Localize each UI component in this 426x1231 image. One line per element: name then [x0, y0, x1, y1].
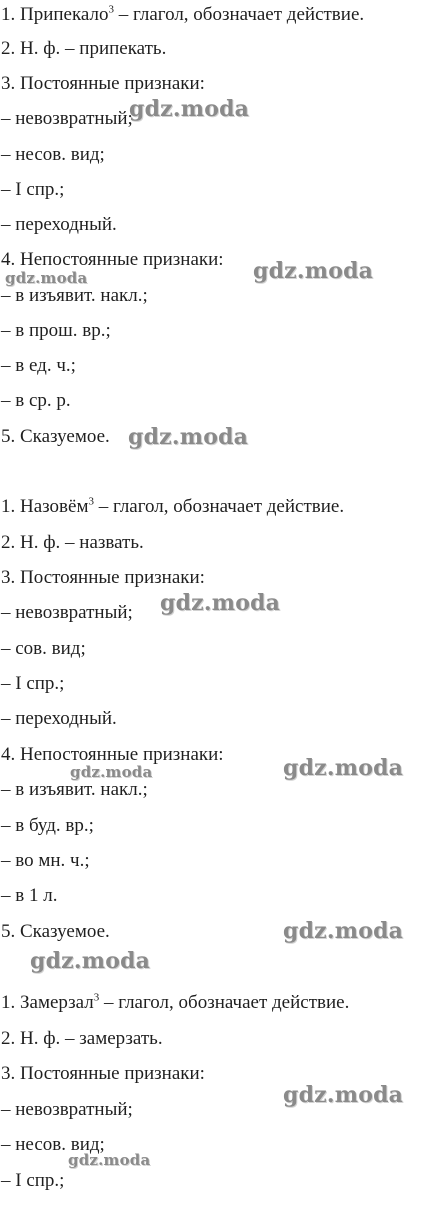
block3-line-4: – невозвратный; — [1, 1099, 133, 1120]
block1-line-9: – в изъявит. накл.; — [1, 285, 148, 306]
watermark: gdz.moda — [70, 763, 153, 781]
block2-line-6: – I спр.; — [1, 673, 65, 694]
watermark: gdz.moda — [253, 258, 374, 284]
block1-line-4: – невозвратный; — [1, 108, 133, 129]
block1-line-2: 2. Н. ф. – припекать. — [1, 38, 167, 59]
block1-line-1: 1. Припекало$^3$ – глагол, обозначает действие. — [1, 3, 365, 25]
watermark: gdz.moda — [283, 755, 404, 781]
block1-line-10: – в прош. вр.; — [1, 320, 111, 341]
watermark: gdz.moda — [283, 918, 404, 944]
block3-line-3: 3. Постоянные признаки: — [1, 1063, 205, 1084]
watermark: gdz.moda — [30, 948, 151, 974]
block2-line-2: 2. Н. ф. – назвать. — [1, 532, 144, 553]
block1-line-5: – несов. вид; — [1, 144, 105, 165]
block3-line-6: – I спр.; — [1, 1170, 65, 1191]
watermark: gdz.moda — [283, 1082, 404, 1108]
block2-line-10: – в буд. вр.; — [1, 815, 94, 836]
watermark: gdz.moda — [68, 1151, 151, 1169]
block1-line-11: – в ед. ч.; — [1, 355, 76, 376]
block3-line-2: 2. Н. ф. – замерзать. — [1, 1028, 163, 1049]
block2-line-12: – в 1 л. — [1, 885, 58, 906]
block3-line-1: 1. Замерзал$^3$ – глагол, обозначает действие. — [1, 991, 350, 1013]
block1-line-8: 4. Непостоянные признаки: — [1, 249, 224, 270]
block3-line-5: – несов. вид; — [1, 1134, 105, 1155]
block2-line-3: 3. Постоянные признаки: — [1, 567, 205, 588]
block2-line-13: 5. Сказуемое. — [1, 921, 110, 942]
block2-line-1: 1. Назовём$^3$ – глагол, обозначает действие. — [1, 495, 345, 517]
block1-line-7: – переходный. — [1, 214, 117, 235]
block2-line-5: – сов. вид; — [1, 638, 86, 659]
watermark: gdz.moda — [128, 424, 249, 450]
block1-line-13: 5. Сказуемое. — [1, 426, 110, 447]
watermark: gdz.moda — [129, 96, 250, 122]
watermark: gdz.moda — [5, 269, 88, 287]
block2-line-7: – переходный. — [1, 708, 117, 729]
block2-line-4: – невозвратный; — [1, 602, 133, 623]
block2-line-9: – в изъявит. накл.; — [1, 779, 148, 800]
watermark: gdz.moda — [160, 590, 281, 616]
block1-line-3: 3. Постоянные признаки: — [1, 73, 205, 94]
block2-line-11: – во мн. ч.; — [1, 850, 90, 871]
block2-line-8: 4. Непостоянные признаки: — [1, 744, 224, 765]
block1-line-12: – в ср. р. — [1, 390, 71, 411]
block1-line-6: – I спр.; — [1, 179, 65, 200]
